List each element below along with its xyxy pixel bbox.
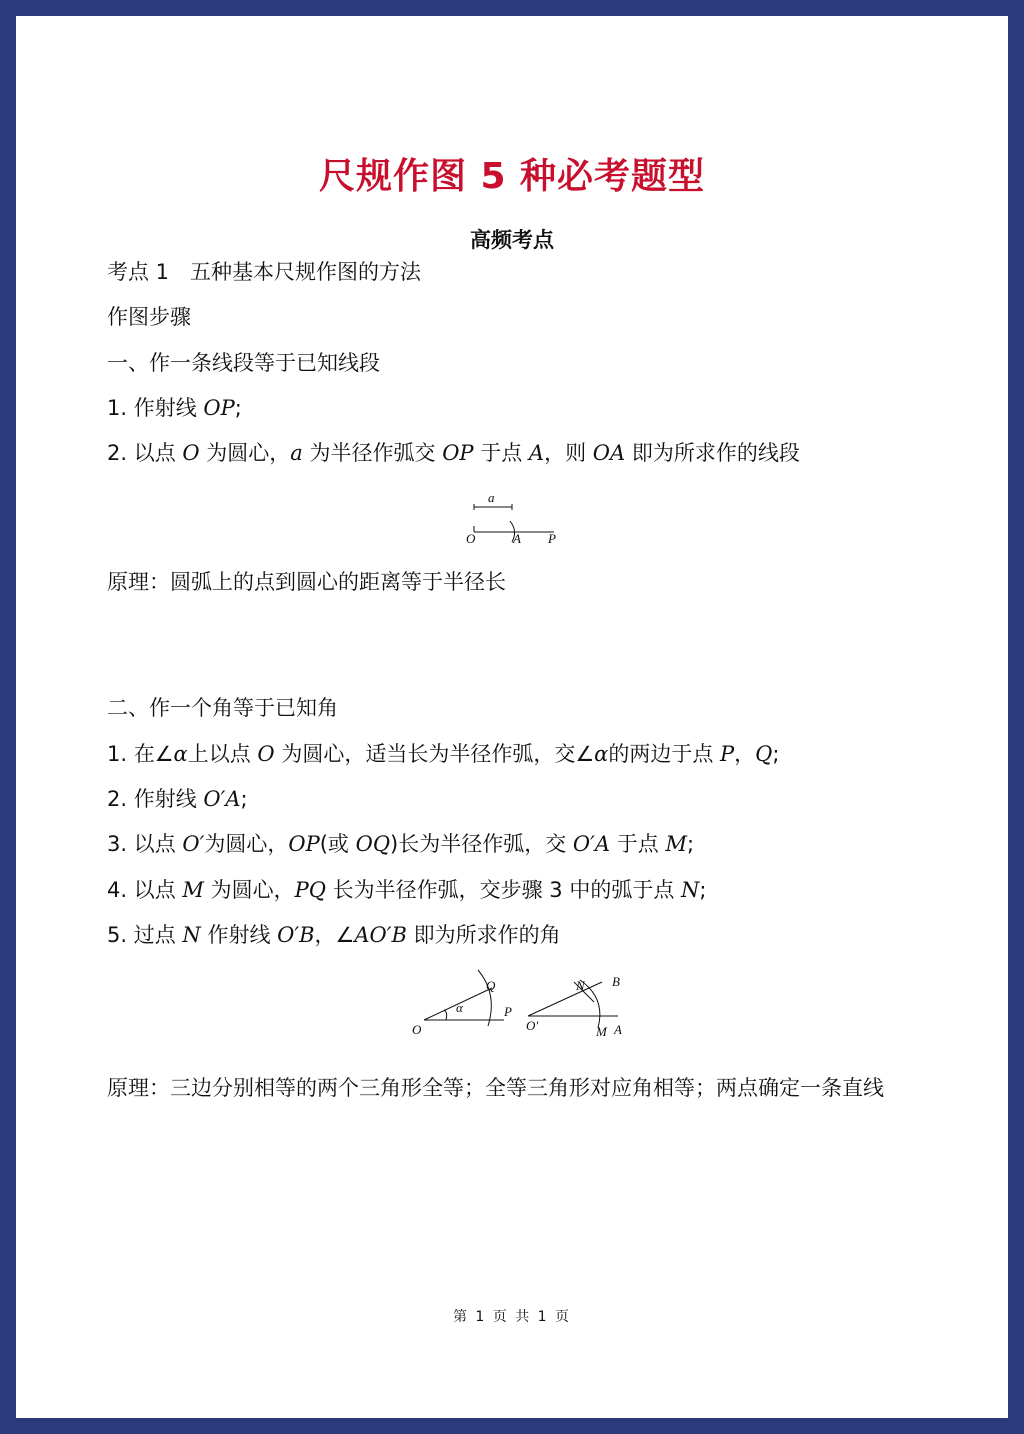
section2-step4: 4. 以点 M 为圆心，PQ 长为半径作弧，交步骤 3 中的弧于点 N;	[107, 878, 707, 902]
steps-title: 作图步骤	[107, 305, 191, 329]
section2-step5: 5. 过点 N 作射线 O′B，∠AO′B 即为所求作的角	[107, 923, 561, 947]
label-N: N	[576, 978, 585, 993]
kaodian-heading: 考点 1 五种基本尺规作图的方法	[107, 260, 422, 284]
label-A: A	[513, 531, 521, 546]
segment-figure	[462, 476, 572, 546]
page-subtitle: 高频考点	[470, 228, 554, 252]
section2-principle: 原理：三边分别相等的两个三角形全等；全等三角形对应角相等；两点确定一条直线	[107, 1076, 884, 1100]
section1-step2: 2. 以点 O 为圆心，a 为半径作弧交 OP 于点 A，则 OA 即为所求作的线段	[107, 441, 800, 465]
label-B: B	[612, 974, 620, 989]
page-title: 尺规作图 5 种必考题型	[318, 156, 706, 197]
label-O-left: O	[412, 1022, 422, 1037]
page-footer: 第 1 页 共 1 页	[452, 1309, 572, 1325]
section2-step2: 2. 作射线 O′A;	[107, 787, 248, 811]
alpha-mark	[444, 1010, 447, 1020]
label-A2: A	[614, 1022, 622, 1037]
section2-heading: 二、作一个角等于已知角	[107, 696, 338, 720]
section1-principle: 原理：圆弧上的点到圆心的距离等于半径长	[107, 570, 506, 594]
document-page	[16, 16, 1008, 1418]
label-Q: Q	[486, 978, 496, 993]
section2-step1: 1. 在∠α上以点 O 为圆心，适当长为半径作弧，交∠α的两边于点 P，Q;	[107, 742, 780, 766]
section1-step1: 1. 作射线 OP;	[107, 396, 242, 420]
label-O-prime: O′	[526, 1018, 539, 1033]
label-alpha: α	[456, 1000, 463, 1015]
label-M: M	[596, 1024, 607, 1039]
section2-step3: 3. 以点 O′为圆心，OP(或 OQ)长为半径作弧，交 O′A 于点 M;	[107, 832, 695, 856]
angle-figure	[406, 958, 626, 1038]
label-P: P	[548, 531, 556, 546]
section1-heading: 一、作一条线段等于已知线段	[107, 351, 380, 375]
label-a: a	[488, 490, 495, 505]
label-O: O	[466, 531, 476, 546]
label-P2: P	[504, 1004, 512, 1019]
